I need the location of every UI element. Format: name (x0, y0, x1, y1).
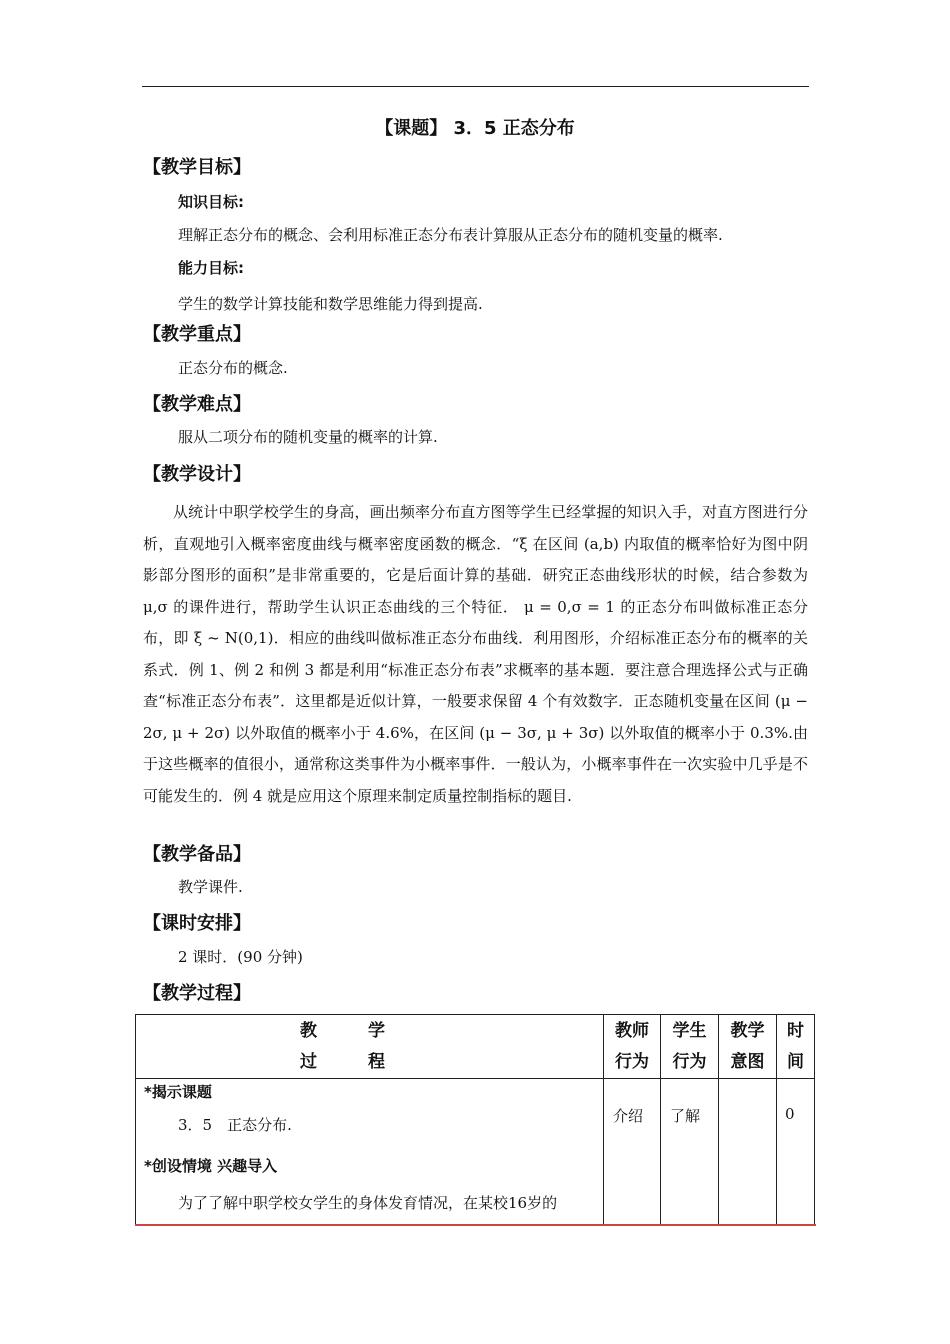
knowledge-text: 理解正态分布的概念、会利用标准正态分布表计算服从正态分布的随机变量的概率. (178, 226, 723, 244)
knowledge-label: 知识目标: (178, 193, 244, 211)
table-row (136, 1079, 815, 1226)
difficulty-heading: 【教学难点】 (143, 394, 251, 415)
time-value: 0 (785, 1105, 795, 1123)
header-process (136, 1015, 604, 1079)
design-heading: 【教学设计】 (143, 464, 251, 485)
scenario-label: *创设情境 兴趣导入 (144, 1157, 278, 1175)
page-title: 【课题】 3．5 正态分布 (375, 118, 575, 139)
design-paragraph: 从统计中职学校学生的身高，画出频率分布直方图等学生已经掌握的知识入手，对直方图进行分析，直观地引入概率密度曲线与概率密度函数的概念．“ξ 在区间 (a,b) 内取值的概率恰好为图中阴影部分图形的面积”是非常重要的，它是后面计算的基础．研究正态曲线形状的时候，结合参数为 μ,σ 的课件进行，帮助学生认识正态曲线的三个特征． μ = 0,σ = 1 的正态分布叫做标准正态分布，即 ξ ~ N(0,1)．相应的曲线叫做标准正态分布曲线．利用图形，介绍标准正态分布的概率的关系式．例 1、例 2 和例 3 都是利用“标准正态分布表”求概率的基本题．要注意合理选择公式与正确查“标准正态分布表”．这里都是近似计算，一般要求保留 4 个有效数字．正态随机变量在区间 (μ − 2σ, μ + 2σ) 以外取值的概率小于 4.6%，在区间 (μ − 3σ, μ + 3σ) 以外取值的概率小于 0.3%.由于这些概率的值很小，通常称这类事件为小概率事件．一般认为，小概率事件在一次实验中几乎是不可能发生的．例 4 就是应用这个原理来制定质量控制指标的题目. (143, 503, 808, 805)
teacher-action-cell (604, 1079, 661, 1226)
objectives-heading: 【教学目标】 (143, 157, 251, 178)
key-heading: 【教学重点】 (143, 324, 251, 345)
process-heading: 【教学过程】 (143, 983, 251, 1004)
reveal-text: 3．5 正态分布. (178, 1116, 292, 1134)
page-cut-line (135, 1224, 816, 1226)
header-time: 时间 (777, 1015, 815, 1079)
difficulty-text: 服从二项分布的随机变量的概率的计算. (178, 428, 438, 446)
header-process-line2: 过 程 (300, 1051, 385, 1072)
process-table (135, 1014, 815, 1226)
process-content-cell (136, 1079, 604, 1226)
intent-cell (719, 1079, 777, 1226)
ability-text: 学生的数学计算技能和数学思维能力得到提高. (178, 295, 483, 313)
teacher-action: 介绍 (613, 1107, 644, 1125)
header-rule (142, 86, 809, 87)
materials-text: 教学课件. (178, 878, 243, 896)
reveal-label: *揭示课题 (144, 1083, 212, 1101)
key-text: 正态分布的概念. (178, 359, 288, 377)
schedule-text: 2 课时．(90 分钟) (178, 948, 303, 966)
header-student: 学生行为 (661, 1015, 719, 1079)
ability-label: 能力目标: (178, 259, 244, 277)
schedule-heading: 【课时安排】 (143, 913, 251, 934)
header-process-line1: 教 学 (300, 1020, 385, 1041)
header-intent: 教学意图 (719, 1015, 777, 1079)
materials-heading: 【教学备品】 (143, 844, 251, 865)
table-header-row (136, 1015, 815, 1079)
header-teacher: 教师行为 (604, 1015, 661, 1079)
scenario-text: 为了了解中职学校女学生的身体发育情况，在某校16岁的 (178, 1194, 558, 1212)
time-cell (777, 1079, 815, 1226)
student-action-cell (661, 1079, 719, 1226)
student-action: 了解 (670, 1107, 701, 1125)
